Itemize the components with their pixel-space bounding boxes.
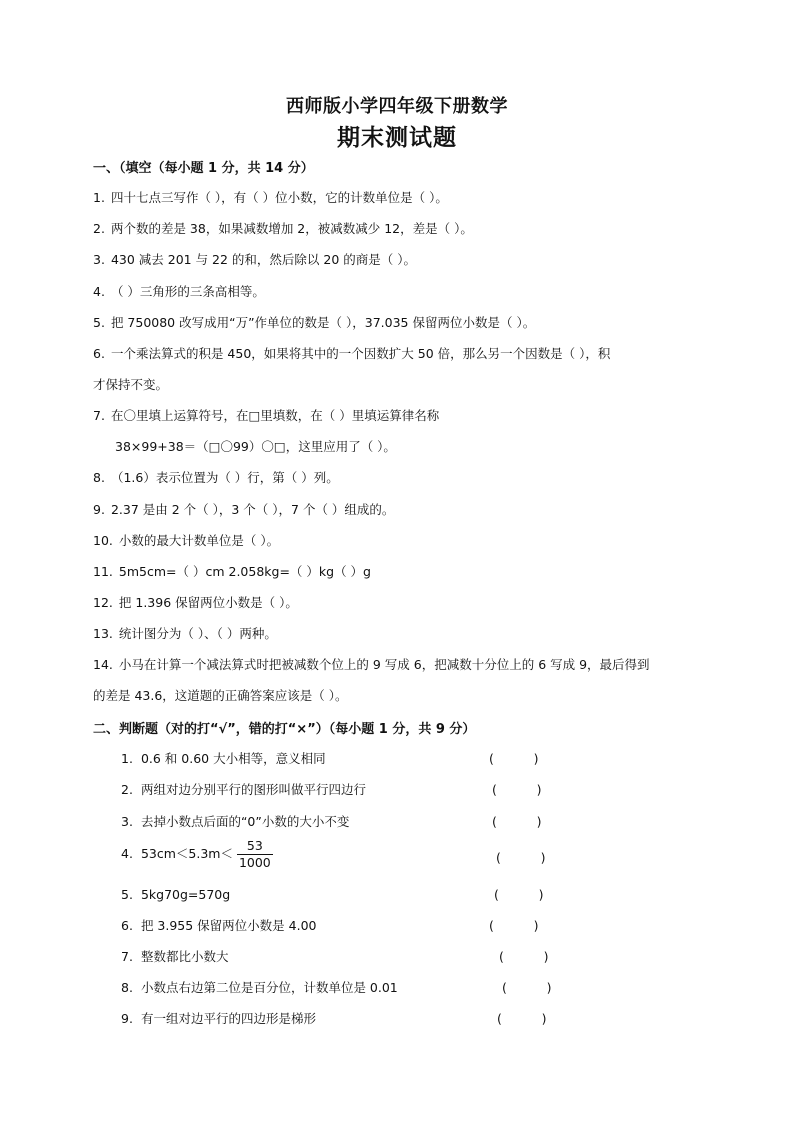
question-number: 9. [93, 502, 105, 517]
fraction [237, 838, 273, 871]
fill-question-6-cont [93, 376, 168, 394]
question-text: 把 1.396 保留两位小数是（ ）。 [118, 595, 298, 610]
question-number: 5. [93, 315, 105, 330]
question-text: 才保持不变。 [93, 377, 169, 392]
question-number: 6. [121, 918, 133, 933]
question-number: 7. [121, 949, 133, 964]
answer-blank[interactable]: ( ) [489, 751, 539, 766]
judge-question-1 [121, 750, 326, 768]
answer-blank[interactable]: ( ) [489, 918, 539, 933]
section2-heading: 二、判断题（对的打“√”，错的打“×”）（每小题 1 分，共 9 分） [93, 722, 476, 737]
question-text: 有一组对边平行的四边形是梯形 [140, 1011, 316, 1026]
fill-question-6 [93, 345, 610, 363]
judge-question-5 [121, 886, 230, 904]
judge-question-6 [121, 917, 316, 935]
answer-blank[interactable]: ( ) [494, 887, 544, 902]
question-number: 3. [121, 814, 133, 829]
question-text: 2.37 是由 2 个（ ），3 个（ ），7 个（ ）组成的。 [110, 502, 395, 517]
question-number: 1. [93, 190, 105, 205]
question-number: 8. [93, 470, 105, 485]
fill-question-7 [93, 407, 439, 425]
exam-subtitle: 期末测试题 [337, 124, 457, 151]
judge-question-9 [121, 1010, 316, 1028]
question-text: 小数的最大计数单位是（ ）。 [118, 533, 280, 548]
fill-question-14-cont [93, 687, 348, 705]
answer-blank[interactable]: ( ) [496, 850, 546, 865]
fraction-denominator: 1000 [238, 855, 271, 870]
judge-question-4 [121, 838, 273, 871]
question-number: 5. [121, 887, 133, 902]
answer-blank[interactable]: ( ) [492, 782, 542, 797]
question-text: 两个数的差是 38，如果减数增加 2，被减数减少 12，差是（ ）。 [110, 221, 473, 236]
fill-question-9 [93, 501, 394, 519]
section1-heading: 一、（填空（每小题 1 分，共 14 分） [93, 161, 314, 176]
question-number: 4. [93, 284, 105, 299]
judge-question-8 [121, 979, 398, 997]
fill-question-13 [93, 625, 277, 643]
fill-question-4 [93, 283, 265, 301]
answer-blank[interactable]: ( ) [502, 980, 552, 995]
question-number: 2. [121, 782, 133, 797]
question-number: 7. [93, 408, 105, 423]
question-text: 在〇里填上运算符号，在□里填数，在（ ）里填运算律名称 [110, 408, 440, 423]
question-text: 四十七点三写作（ ），有（ ）位小数，它的计数单位是（ ）。 [110, 190, 448, 205]
question-text: 53cm＜5.3m＜ [140, 846, 233, 861]
fill-question-14 [93, 656, 650, 674]
question-text: 小数点右边第二位是百分位，计数单位是 0.01 [140, 980, 398, 995]
question-number: 11. [93, 564, 113, 579]
question-text: 430 减去 201 与 22 的和，然后除以 20 的商是（ ）。 [110, 252, 417, 267]
question-number: 8. [121, 980, 133, 995]
fill-question-10 [93, 532, 279, 550]
answer-blank[interactable]: ( ) [492, 814, 542, 829]
question-number: 6. [93, 346, 105, 361]
fill-question-11 [93, 563, 371, 581]
question-number: 14. [93, 657, 113, 672]
question-text: 两组对边分别平行的图形叫做平行四边行 [140, 782, 366, 797]
question-text: 整数都比小数大 [140, 949, 229, 964]
question-number: 9. [121, 1011, 133, 1026]
question-text: 一个乘法算式的积是 450，如果将其中的一个因数扩大 50 倍，那么另一个因数是（ ），积 [110, 346, 611, 361]
answer-blank[interactable]: ( ) [499, 949, 549, 964]
question-text: 的差是 43.6，这道题的正确答案应该是（ ）。 [93, 688, 348, 703]
fill-question-7-expr [115, 438, 396, 456]
question-number: 1. [121, 751, 133, 766]
question-text: 去掉小数点后面的“0”小数的大小不变 [140, 814, 350, 829]
question-number: 13. [93, 626, 113, 641]
question-text: 小马在计算一个减法算式时把被减数个位上的 9 写成 6，把减数十分位上的 6 写成 9，最后得到 [118, 657, 650, 672]
question-text: 0.6 和 0.60 大小相等，意义相同 [140, 751, 326, 766]
judge-question-7 [121, 948, 228, 966]
fill-question-12 [93, 594, 298, 612]
fill-question-1 [93, 189, 448, 207]
question-text: （ ）三角形的三条高相等。 [110, 284, 265, 299]
question-text: 把 750080 改写成用“万”作单位的数是（ ），37.035 保留两位小数是（ ）。 [110, 315, 536, 330]
question-number: 12. [93, 595, 113, 610]
exam-title: 西师版小学四年级下册数学 [286, 96, 508, 117]
answer-blank[interactable]: ( ) [497, 1011, 547, 1026]
judge-question-3 [121, 813, 349, 831]
question-text: 5m5cm=（ ）cm 2.058kg=（ ）kg（ ）g [118, 564, 371, 579]
question-text: 把 3.955 保留两位小数是 4.00 [140, 918, 317, 933]
fill-question-5 [93, 314, 535, 332]
fill-question-2 [93, 220, 473, 238]
question-text: 38×99+38＝（□〇99）〇□，这里应用了（ ）。 [115, 439, 396, 454]
fill-question-8 [93, 469, 339, 487]
question-text: （1.6）表示位置为（ ）行，第（ ）列。 [110, 470, 339, 485]
question-number: 4. [121, 846, 133, 861]
question-text: 统计图分为（ ）、（ ）两种。 [118, 626, 277, 641]
question-number: 3. [93, 252, 105, 267]
question-text: 5kg70g=570g [140, 887, 231, 902]
question-number: 2. [93, 221, 105, 236]
fraction-numerator: 53 [237, 838, 273, 855]
fill-question-3 [93, 251, 416, 269]
judge-question-2 [121, 781, 366, 799]
question-number: 10. [93, 533, 113, 548]
